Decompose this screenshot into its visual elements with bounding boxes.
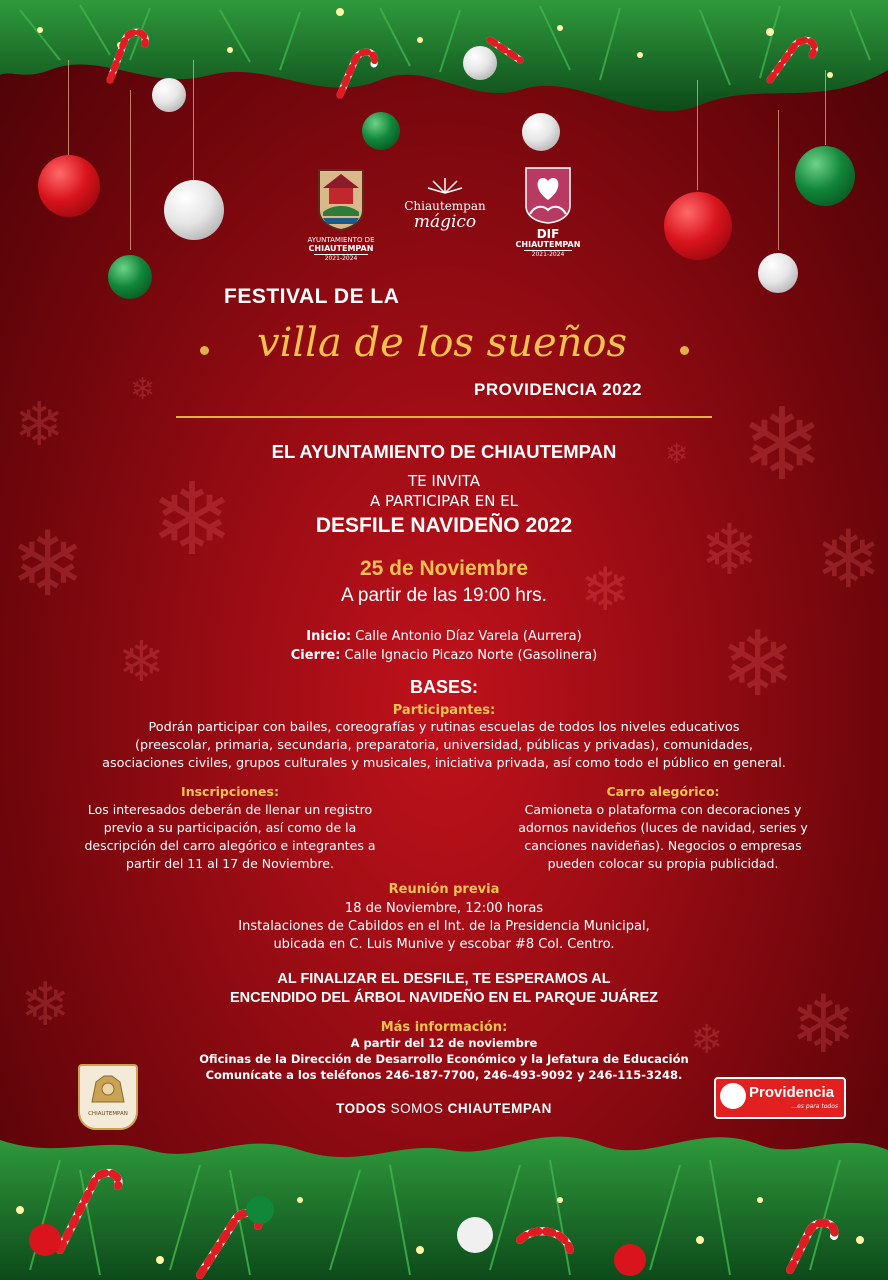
dif-logo-years: 2021-2024: [524, 250, 572, 259]
gold-dot-icon: [680, 346, 689, 355]
closing-line2: ENCENDIDO DEL ÁRBOL NAVIDEÑO EN EL PARQUE JUÁREZ: [229, 990, 659, 1006]
green-ornament-icon: [362, 112, 400, 150]
gold-dot-icon: [200, 346, 209, 355]
ayuntamiento-crest-icon: [315, 166, 367, 232]
participants-line1: Podrán participar con bailes, coreografías y rutinas escuelas de todos los niveles educativos: [148, 720, 740, 735]
route-start-label: Inicio:: [306, 629, 352, 644]
carro-line1: Camioneta o plataforma con decoraciones y: [524, 802, 802, 817]
reunion-title: Reunión previa: [388, 882, 500, 897]
inscripciones-line4: partir del 11 al 17 de Noviembre.: [126, 856, 334, 871]
white-ornament-icon: [463, 46, 497, 80]
bases-heading: BASES:: [409, 677, 478, 697]
dif-logo: [506, 166, 590, 259]
festival-title-script: villa de los sueños: [257, 320, 627, 366]
invite-host: EL AYUNTAMIENTO DE CHIAUTEMPAN: [271, 441, 617, 462]
snowflake-icon: ❄: [150, 461, 234, 578]
closing-line1: AL FINALIZAR EL DESFILE, TE ESPERAMOS AL: [277, 971, 611, 987]
snowflake-icon: ❄: [580, 555, 631, 625]
magico-logo-line2: mágico: [413, 212, 477, 232]
inscripciones-block: [30, 783, 430, 873]
event-title: DESFILE NAVIDEÑO 2022: [315, 514, 573, 537]
green-ornament-icon: [795, 146, 855, 206]
participants-line2: (preescolar, primaria, secundaria, preparatoria, universidad, públicas y privadas), comunidades,: [134, 738, 754, 753]
info-title: Más información:: [380, 1020, 508, 1035]
white-ornament-icon: [522, 113, 560, 151]
inscripciones-line2: previo a su participación, así como de la: [103, 820, 357, 835]
route-start-value: Calle Antonio Díaz Varela (Aurrera): [351, 629, 582, 644]
ayuntamiento-logo: [296, 166, 386, 263]
festival-subtitle: PROVIDENCIA 2022: [474, 380, 642, 399]
snowflake-icon: ❄: [740, 386, 824, 503]
carro-line3: canciones navideñas). Negocios o empresas: [524, 838, 802, 853]
inscripciones-title: Inscripciones:: [181, 784, 279, 799]
footer-somos: SOMOS: [390, 1101, 444, 1116]
inscripciones-line3: descripción del carro alegórico e integrantes a: [84, 838, 376, 853]
inscripciones-line1: Los interesados deberán de llenar un registro: [87, 802, 373, 817]
pine-garland-bottom: [0, 1090, 888, 1280]
snowflake-icon: ❄: [118, 630, 165, 695]
snowflake-icon: ❄: [690, 1017, 724, 1063]
invite-line2: A PARTICIPAR EN EL: [369, 492, 519, 510]
snowflake-icon: ❄: [700, 509, 759, 591]
route-end-label: Cierre:: [290, 648, 341, 663]
snowflake-icon: ❄: [665, 437, 689, 470]
info-line1: A partir del 12 de noviembre: [350, 1036, 538, 1050]
info-line3: Comunícate a los teléfonos 246-187-7700, 246-493-9092 y 246-115-3248.: [205, 1068, 683, 1082]
participants-title: Participantes:: [392, 703, 496, 718]
dif-logo-line1: DIF: [536, 227, 560, 241]
snowflake-icon: ❄: [720, 612, 796, 717]
dif-heart-icon: [524, 166, 572, 224]
carro-title: Carro alegórico:: [606, 784, 720, 799]
white-ornament-icon: [164, 180, 224, 240]
ayuntamiento-logo-line2: CHIAUTEMPAN: [308, 244, 374, 253]
red-ornament-icon: [664, 192, 732, 260]
route-end-value: Calle Ignacio Picazo Norte (Gasolinera): [340, 648, 598, 663]
festival-title-top: FESTIVAL DE LA: [224, 285, 400, 308]
white-ornament-icon: [152, 78, 186, 112]
ayuntamiento-logo-line1: AYUNTAMIENTO DE: [307, 236, 375, 244]
event-time: A partir de las 19:00 hrs.: [341, 585, 547, 606]
snowflake-icon: ❄: [10, 512, 86, 617]
snowflake-icon: ❄: [14, 390, 65, 460]
reunion-line3: ubicada en C. Luis Munive y escobar #8 Col. Centro.: [273, 937, 615, 952]
carro-line2: adornos navideños (luces de navidad, series y: [518, 820, 808, 835]
providencia-tagline: ...es para todos: [791, 1103, 838, 1110]
carro-block: [468, 783, 858, 873]
sun-icon: [425, 175, 465, 195]
white-ornament-icon: [758, 253, 798, 293]
reunion-line1: 18 de Noviembre, 12:00 horas: [344, 901, 544, 916]
magico-logo-line1: Chiautempan: [404, 199, 486, 213]
reunion-line2: Instalaciones de Cabildos en el Int. de la Presidencia Municipal,: [238, 919, 650, 934]
footer-chiautempan: CHIAUTEMPAN: [447, 1101, 552, 1116]
snowflake-icon: ❄: [20, 970, 71, 1040]
snowflake-icon: ❄: [790, 978, 858, 1071]
participants-line3: asociaciones civiles, grupos culturales y musicales, iniciativa privada, así como todo el público en general.: [102, 756, 786, 771]
red-ornament-icon: [38, 155, 100, 217]
providencia-name: Providencia: [749, 1084, 835, 1101]
carro-line4: pueden colocar su propia publicidad.: [547, 856, 779, 871]
crest-caption: CHIAUTEMPAN: [88, 1111, 128, 1117]
footer-todos: TODOS: [336, 1101, 387, 1116]
event-date: 25 de Noviembre: [359, 557, 529, 580]
ayuntamiento-logo-years: 2021-2024: [314, 254, 368, 263]
route-end: [0, 646, 888, 665]
invite-line1: TE INVITA: [408, 472, 480, 490]
chiautempan-magico-logo: [390, 175, 500, 231]
green-ornament-icon: [108, 255, 152, 299]
route-start: [0, 627, 888, 646]
dif-logo-line2: CHIAUTEMPAN: [515, 240, 581, 249]
snowflake-icon: ❄: [130, 372, 156, 407]
gold-divider: [176, 416, 712, 418]
pine-garland-top: [0, 0, 888, 150]
info-line2: Oficinas de la Dirección de Desarrollo Económico y la Jefatura de Educación: [199, 1052, 689, 1066]
snowflake-icon: ❄: [815, 513, 883, 606]
